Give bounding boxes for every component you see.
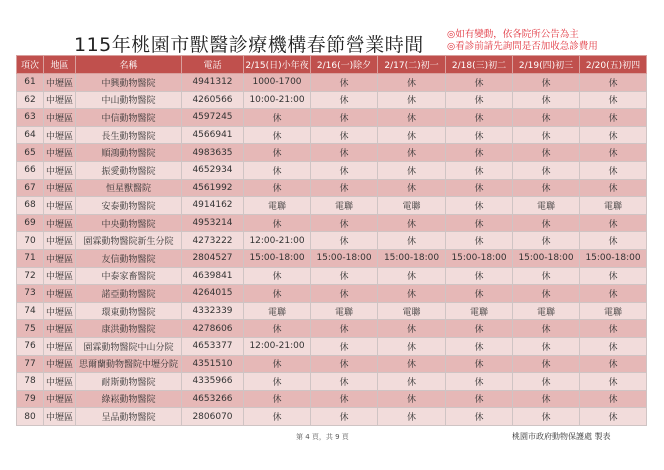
column-header: 2/20(五)初四 [580, 56, 647, 74]
table-cell: 休 [580, 179, 647, 197]
table-cell: 休 [244, 355, 311, 373]
table-cell: 休 [311, 373, 378, 391]
table-cell: 4273222 [182, 232, 244, 250]
table-cell: 休 [311, 267, 378, 285]
table-cell: 4983635 [182, 144, 244, 162]
table-cell: 友信動物醫院 [76, 249, 182, 267]
table-cell: 休 [513, 320, 580, 338]
table-cell: 休 [311, 285, 378, 303]
table-cell: 2806070 [182, 408, 244, 426]
table-cell: 休 [378, 267, 446, 285]
column-header: 2/18(三)初二 [446, 56, 513, 74]
table-row [17, 161, 647, 179]
table-row [17, 355, 647, 373]
table-row [17, 126, 647, 144]
table-cell: 休 [580, 232, 647, 250]
table-cell: 中壢區 [44, 126, 76, 144]
table-cell: 15:00-18:00 [244, 249, 311, 267]
table-cell: 休 [446, 197, 513, 215]
table-row [17, 285, 647, 303]
table-cell: 振愛動物醫院 [76, 161, 182, 179]
table-cell: 休 [244, 320, 311, 338]
table-cell: 4566941 [182, 126, 244, 144]
table-cell: 4941312 [182, 74, 244, 92]
table-cell: 4597245 [182, 109, 244, 127]
table-row [17, 267, 647, 285]
table-row [17, 337, 647, 355]
table-cell: 休 [378, 74, 446, 92]
table-cell: 休 [446, 232, 513, 250]
table-cell: 休 [378, 91, 446, 109]
table-cell: 15:00-18:00 [311, 249, 378, 267]
table-cell: 中壢區 [44, 285, 76, 303]
table-cell: 休 [446, 267, 513, 285]
page-title: 115年桃園市獸醫診療機構春節營業時間 [74, 34, 424, 56]
table-cell: 68 [17, 197, 44, 215]
table-cell: 休 [446, 109, 513, 127]
table-cell: 79 [17, 390, 44, 408]
table-cell: 呈品動物醫院 [76, 408, 182, 426]
column-header: 項次 [17, 56, 44, 74]
table-cell: 休 [378, 232, 446, 250]
table-cell: 休 [311, 337, 378, 355]
table-cell: 休 [513, 232, 580, 250]
table-cell: 61 [17, 74, 44, 92]
column-header: 電話 [182, 56, 244, 74]
table-cell: 休 [311, 109, 378, 127]
table-cell: 4652934 [182, 161, 244, 179]
table-cell: 休 [580, 355, 647, 373]
table-cell: 1000-1700 [244, 74, 311, 92]
table-cell: 10:00-21:00 [244, 91, 311, 109]
clinic-hours-table [16, 55, 647, 426]
table-cell: 耐斯動物醫院 [76, 373, 182, 391]
table-cell: 休 [580, 91, 647, 109]
table-cell: 72 [17, 267, 44, 285]
table-cell: 4653266 [182, 390, 244, 408]
table-cell: 休 [244, 408, 311, 426]
table-cell: 4914162 [182, 197, 244, 215]
table-cell: 70 [17, 232, 44, 250]
table-cell: 休 [580, 161, 647, 179]
table-cell: 12:00-21:00 [244, 337, 311, 355]
table-row [17, 390, 647, 408]
table-cell: 電聯 [244, 302, 311, 320]
notes [447, 29, 598, 53]
table-cell: 中壢區 [44, 109, 76, 127]
table-cell: 休 [580, 373, 647, 391]
table-cell: 休 [244, 179, 311, 197]
table-cell: 63 [17, 109, 44, 127]
table-cell: 休 [446, 179, 513, 197]
table-cell: 中壢區 [44, 179, 76, 197]
column-header: 2/15(日)小年夜 [244, 56, 311, 74]
table-cell: 休 [244, 161, 311, 179]
table-cell: 中泰家畜醫院 [76, 267, 182, 285]
table-cell: 休 [446, 320, 513, 338]
column-header: 地區 [44, 56, 76, 74]
table-cell: 休 [580, 285, 647, 303]
table-cell: 電聯 [580, 197, 647, 215]
table-cell: 休 [580, 390, 647, 408]
table-cell: 休 [244, 126, 311, 144]
table-cell: 中壢區 [44, 214, 76, 232]
table-cell: 休 [311, 320, 378, 338]
table-cell: 中信動物醫院 [76, 109, 182, 127]
table-body [17, 74, 647, 426]
table-row [17, 144, 647, 162]
table-cell: 休 [513, 285, 580, 303]
table-cell: 休 [244, 109, 311, 127]
table-cell: 休 [580, 214, 647, 232]
table-cell: 4561992 [182, 179, 244, 197]
table-cell: 休 [446, 161, 513, 179]
table-cell: 67 [17, 179, 44, 197]
table-cell: 休 [311, 390, 378, 408]
table-cell: 中壢區 [44, 197, 76, 215]
table-cell: 休 [311, 161, 378, 179]
table-cell: 休 [513, 109, 580, 127]
table-cell: 休 [580, 144, 647, 162]
table-cell: 休 [446, 285, 513, 303]
note-1: ◎如有變動，依各院所公告為主 [447, 29, 579, 40]
table-cell: 休 [378, 179, 446, 197]
table-cell: 休 [378, 144, 446, 162]
table-cell: 76 [17, 337, 44, 355]
table-cell: 休 [378, 337, 446, 355]
table-cell: 15:00-18:00 [446, 249, 513, 267]
table-row [17, 249, 647, 267]
table-cell: 中興動物醫院 [76, 74, 182, 92]
table-cell: 中壢區 [44, 161, 76, 179]
table-cell: 休 [311, 179, 378, 197]
table-cell: 休 [378, 109, 446, 127]
table-cell: 4278606 [182, 320, 244, 338]
table-cell: 休 [513, 126, 580, 144]
table-cell: 中山動物醫院 [76, 91, 182, 109]
table-cell: 園霖動物醫院中山分院 [76, 337, 182, 355]
table-row [17, 197, 647, 215]
table-cell: 4953214 [182, 214, 244, 232]
table-cell: 中壢區 [44, 91, 76, 109]
table-cell: 休 [580, 337, 647, 355]
table-cell: 思爾蘭動物醫院中壢分院 [76, 355, 182, 373]
table-cell: 休 [580, 408, 647, 426]
table-row [17, 232, 647, 250]
table-cell: 休 [513, 91, 580, 109]
table-cell: 休 [311, 214, 378, 232]
table-cell: 75 [17, 320, 44, 338]
table-row [17, 373, 647, 391]
table-cell: 電聯 [580, 302, 647, 320]
table-header-row [17, 56, 647, 74]
table-cell: 62 [17, 91, 44, 109]
table-cell: 休 [580, 74, 647, 92]
table-row [17, 179, 647, 197]
table-cell: 休 [513, 373, 580, 391]
table-cell: 4351510 [182, 355, 244, 373]
table-cell: 休 [446, 355, 513, 373]
column-header: 2/19(四)初三 [513, 56, 580, 74]
table-row [17, 109, 647, 127]
table-cell: 80 [17, 408, 44, 426]
table-maker: 桃園市政府動物保護處 製表 [512, 432, 611, 441]
table-cell: 休 [580, 126, 647, 144]
table-cell: 環東動物醫院 [76, 302, 182, 320]
table-cell: 安泰動物醫院 [76, 197, 182, 215]
table-cell: 休 [378, 126, 446, 144]
table-cell: 休 [378, 214, 446, 232]
table-cell: 恒星獸醫院 [76, 179, 182, 197]
table-cell: 中央動物醫院 [76, 214, 182, 232]
table-cell: 休 [580, 320, 647, 338]
table-cell: 休 [244, 214, 311, 232]
table-cell: 休 [378, 373, 446, 391]
table-cell: 休 [513, 74, 580, 92]
table-cell: 73 [17, 285, 44, 303]
table-cell: 74 [17, 302, 44, 320]
table-row [17, 74, 647, 92]
table-cell: 中壢區 [44, 373, 76, 391]
table-cell: 休 [311, 74, 378, 92]
table-cell: 71 [17, 249, 44, 267]
table-cell: 2804527 [182, 249, 244, 267]
table-cell: 電聯 [513, 197, 580, 215]
table-cell: 休 [244, 390, 311, 408]
table-cell: 休 [244, 267, 311, 285]
table-cell: 休 [580, 109, 647, 127]
table-cell: 康洪動物醫院 [76, 320, 182, 338]
table-cell: 4260566 [182, 91, 244, 109]
page-number: 第 4 頁，共 9 頁 [296, 433, 349, 441]
table-cell: 休 [244, 144, 311, 162]
table-cell: 休 [446, 214, 513, 232]
table-cell: 69 [17, 214, 44, 232]
column-header: 2/17(二)初一 [378, 56, 446, 74]
table-cell: 77 [17, 355, 44, 373]
table-cell: 中壢區 [44, 320, 76, 338]
table-cell: 休 [244, 373, 311, 391]
table-cell: 休 [378, 285, 446, 303]
table-cell: 休 [378, 320, 446, 338]
table-cell: 中壢區 [44, 337, 76, 355]
table-cell: 休 [311, 408, 378, 426]
table-cell: 休 [513, 179, 580, 197]
table-cell: 15:00-18:00 [378, 249, 446, 267]
column-header: 名稱 [76, 56, 182, 74]
table-cell: 12:00-21:00 [244, 232, 311, 250]
table-cell: 休 [378, 390, 446, 408]
table-cell: 綠崧動物醫院 [76, 390, 182, 408]
table-row [17, 408, 647, 426]
table-cell: 4332339 [182, 302, 244, 320]
table-cell: 中壢區 [44, 74, 76, 92]
table-cell: 電聯 [311, 197, 378, 215]
table-cell: 15:00-18:00 [513, 249, 580, 267]
table-cell: 4639841 [182, 267, 244, 285]
table-cell: 諾亞動物醫院 [76, 285, 182, 303]
table-cell: 中壢區 [44, 232, 76, 250]
table-cell: 65 [17, 144, 44, 162]
table-cell: 電聯 [446, 302, 513, 320]
table-cell: 休 [446, 337, 513, 355]
table-cell: 4653377 [182, 337, 244, 355]
table-cell: 電聯 [244, 197, 311, 215]
table-cell: 休 [446, 408, 513, 426]
table-cell: 長生動物醫院 [76, 126, 182, 144]
table-cell: 休 [513, 214, 580, 232]
note-2: ◎看診前請先詢問是否加收急診費用 [447, 41, 598, 52]
table-cell: 休 [580, 267, 647, 285]
table-cell: 休 [244, 285, 311, 303]
table-cell: 15:00-18:00 [580, 249, 647, 267]
table-cell: 休 [378, 408, 446, 426]
table-cell: 電聯 [311, 302, 378, 320]
table-cell: 休 [446, 91, 513, 109]
table-cell: 休 [513, 267, 580, 285]
table-cell: 休 [311, 126, 378, 144]
table-cell: 66 [17, 161, 44, 179]
table-cell: 中壢區 [44, 390, 76, 408]
table-cell: 休 [311, 355, 378, 373]
table-cell: 電聯 [378, 197, 446, 215]
table-cell: 休 [513, 408, 580, 426]
table-row [17, 214, 647, 232]
table-cell: 園霖動物醫院新生分院 [76, 232, 182, 250]
table-cell: 中壢區 [44, 408, 76, 426]
table-cell: 休 [311, 144, 378, 162]
table-cell: 休 [311, 232, 378, 250]
table-cell: 中壢區 [44, 144, 76, 162]
table-cell: 休 [446, 373, 513, 391]
table-row [17, 302, 647, 320]
table-row [17, 320, 647, 338]
table-cell: 4335966 [182, 373, 244, 391]
table-cell: 中壢區 [44, 267, 76, 285]
table-cell: 休 [446, 74, 513, 92]
table-cell: 休 [446, 144, 513, 162]
table-cell: 休 [513, 355, 580, 373]
table-cell: 休 [378, 355, 446, 373]
table-cell: 順鴻動物醫院 [76, 144, 182, 162]
table-cell: 休 [446, 126, 513, 144]
table-cell: 休 [513, 337, 580, 355]
table-cell: 休 [513, 161, 580, 179]
table-row [17, 91, 647, 109]
table-cell: 中壢區 [44, 302, 76, 320]
table-cell: 電聯 [513, 302, 580, 320]
table-cell: 休 [378, 161, 446, 179]
table-cell: 中壢區 [44, 249, 76, 267]
table-cell: 休 [513, 144, 580, 162]
table-cell: 休 [513, 390, 580, 408]
table-cell: 64 [17, 126, 44, 144]
table-cell: 78 [17, 373, 44, 391]
column-header: 2/16(一)除夕 [311, 56, 378, 74]
table-cell: 休 [311, 91, 378, 109]
table-cell: 電聯 [378, 302, 446, 320]
table-cell: 4264015 [182, 285, 244, 303]
table-cell: 中壢區 [44, 355, 76, 373]
table-cell: 休 [446, 390, 513, 408]
